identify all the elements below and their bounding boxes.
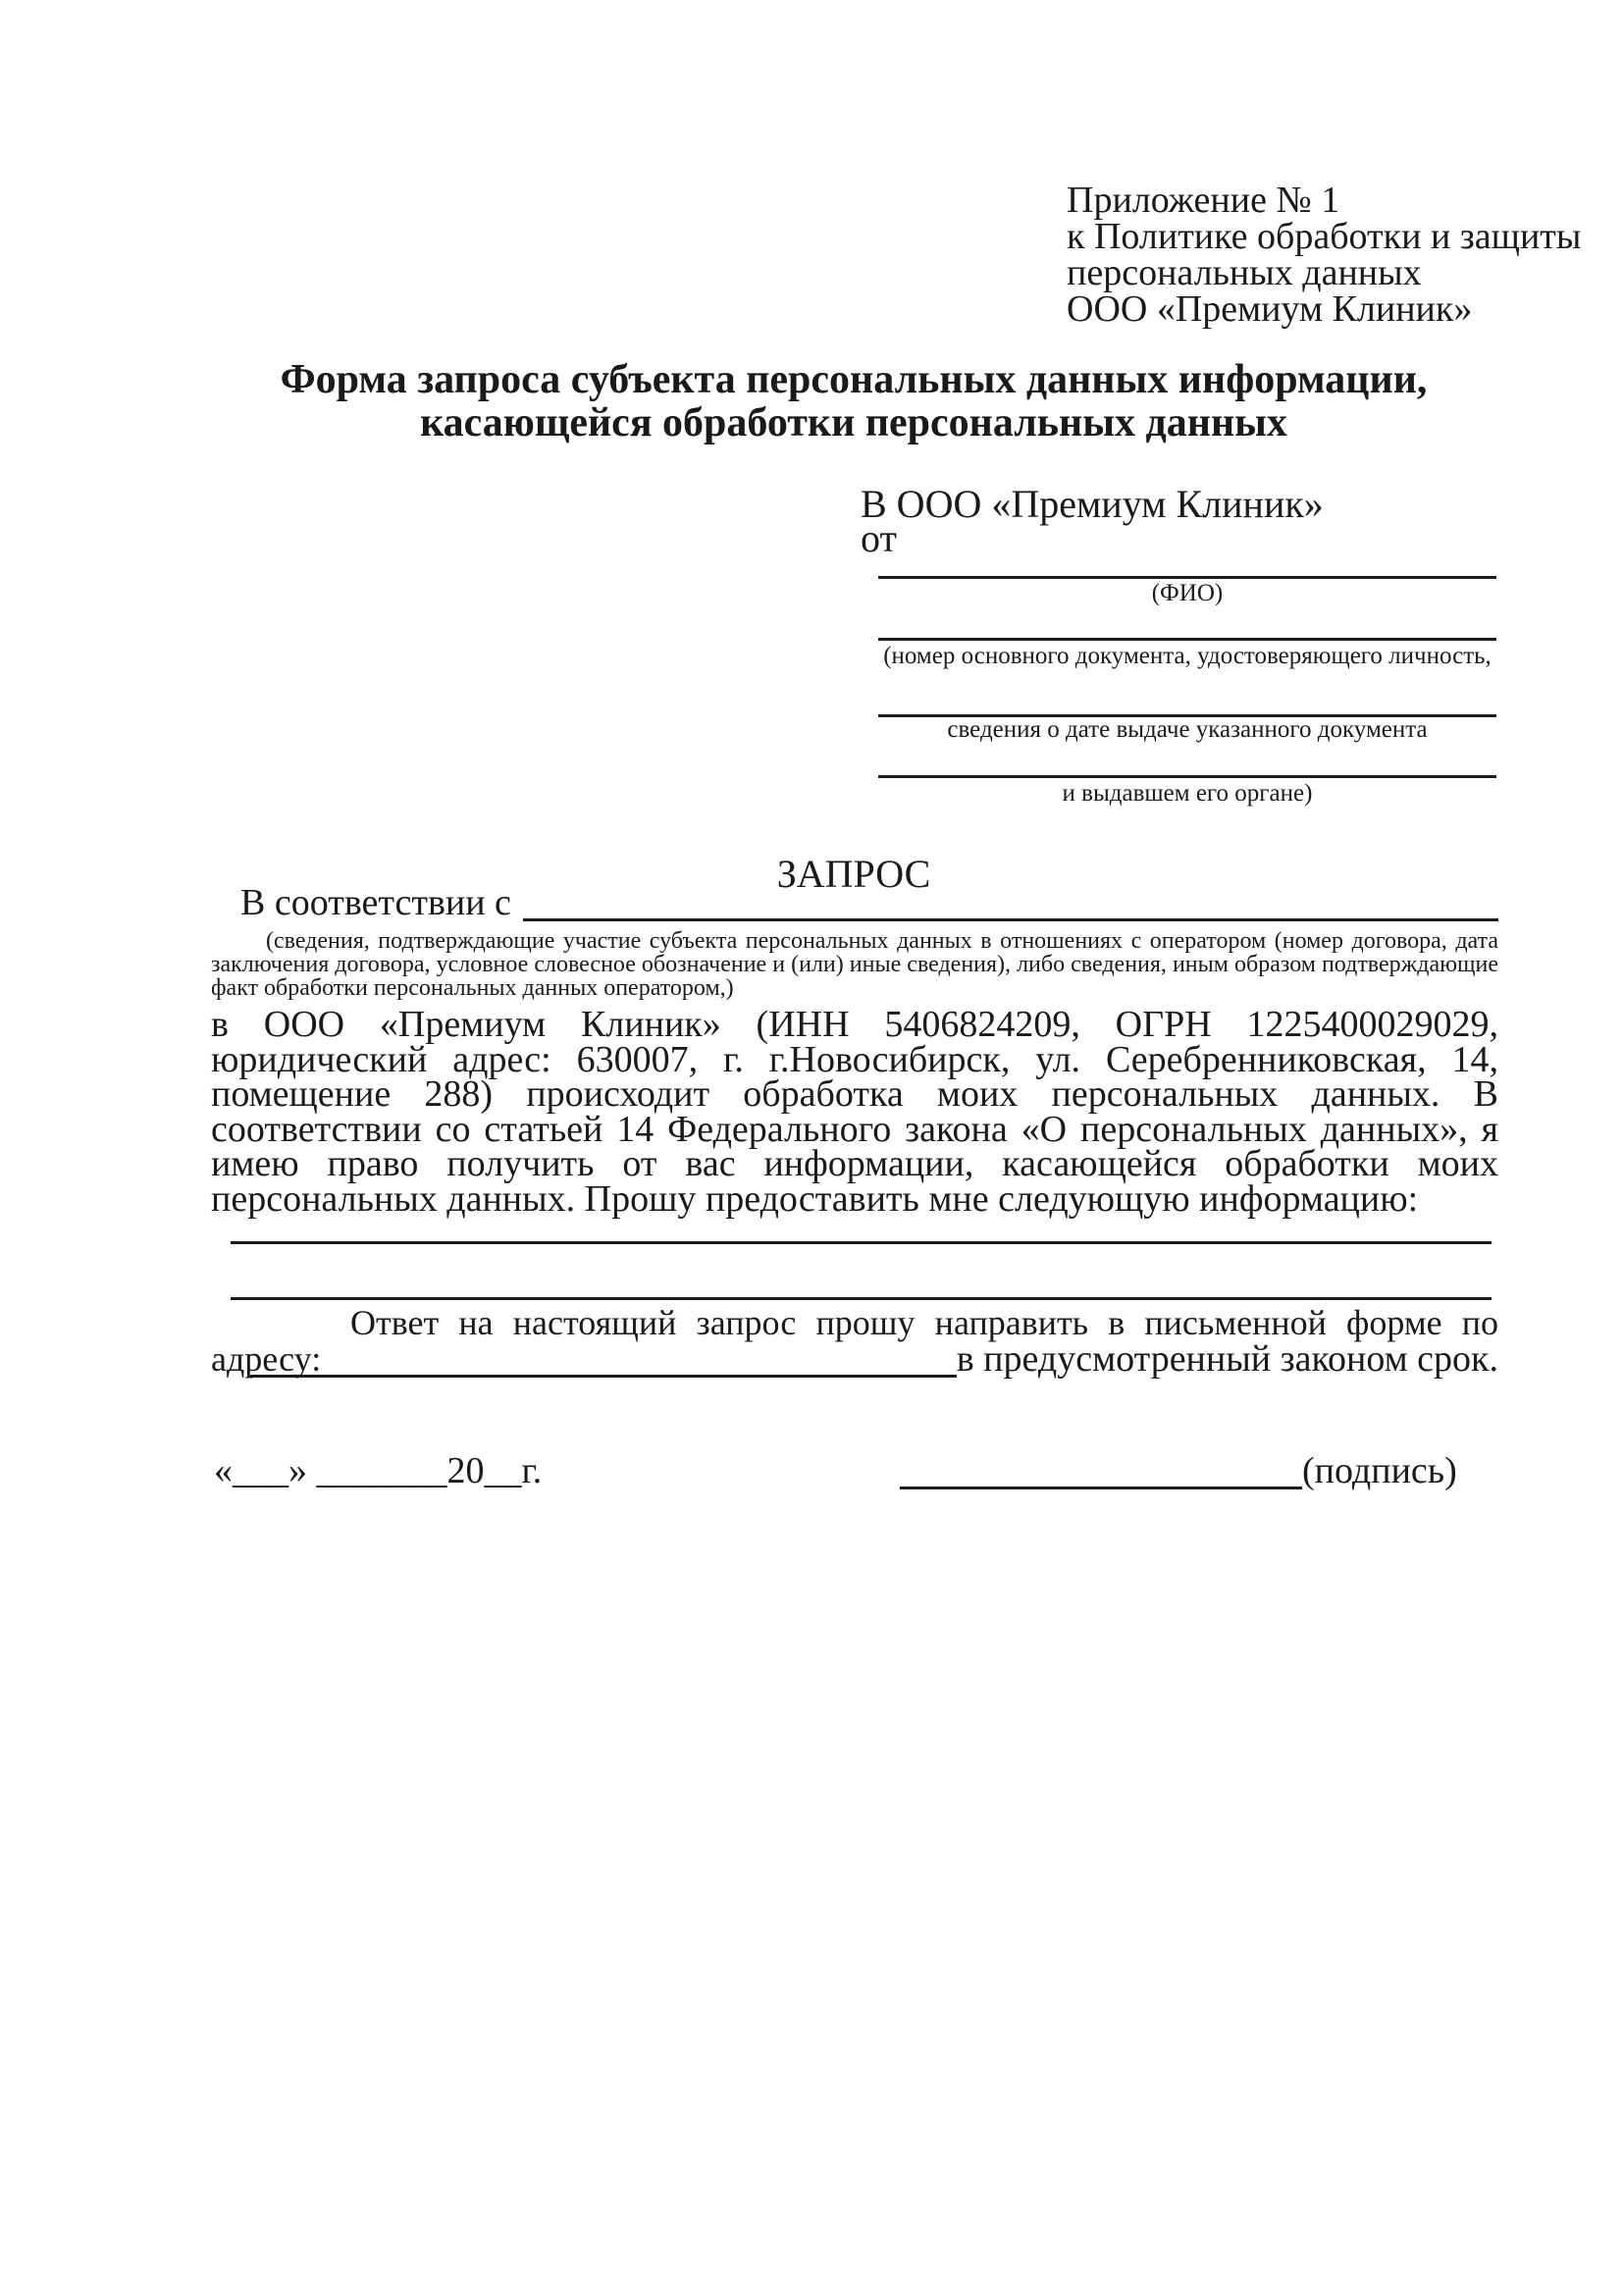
requested-info-blank-line bbox=[231, 1241, 1492, 1244]
reply-sentence-tail: в предусмотренный законом срок. bbox=[956, 1338, 1498, 1380]
reply-sentence: Ответ на настоящий запрос прошу направить в письменной форме по адресу: bbox=[211, 1303, 1498, 1379]
addressee-from-label: от bbox=[861, 516, 897, 560]
request-intro-label: В соответствии с bbox=[240, 882, 511, 923]
fio-caption: (ФИО) bbox=[1151, 580, 1224, 606]
reply-address-row bbox=[211, 1340, 1498, 1378]
appendix-header bbox=[1067, 180, 1582, 330]
addressee-block bbox=[861, 482, 1324, 560]
addressee-organization: В ООО «Премиум Клиник» bbox=[861, 482, 1324, 526]
reply-address-blank-line bbox=[250, 1340, 957, 1378]
appendix-line: персональных данных bbox=[1067, 252, 1422, 293]
issuing-authority-caption: и выдавшем его органе) bbox=[1062, 780, 1313, 807]
form-title bbox=[211, 358, 1496, 444]
fio-blank-line bbox=[878, 576, 1496, 579]
appendix-line: Приложение № 1 bbox=[1067, 180, 1340, 221]
document-number-caption: (номер основного документа, удостоверяющего личность, bbox=[883, 643, 1492, 669]
signature-row bbox=[900, 1452, 1457, 1489]
request-fine-print: (сведения, подтверждающие участие субъекта персональных данных в отношениях с оператором (номер договора, дата заключения договора, условное словесное обозначение и (или) иные сведения), либо сведения, иным образом подтверждающие факт обработки персональных данных оператором,) bbox=[211, 928, 1498, 1001]
request-intro-row bbox=[211, 884, 1498, 921]
appendix-line: ООО «Премиум Клиник» bbox=[1067, 288, 1473, 330]
requested-info-blank-line bbox=[231, 1297, 1492, 1300]
issuing-authority-blank-line bbox=[878, 775, 1496, 778]
signature-caption: (подпись) bbox=[1302, 1450, 1457, 1491]
date-blank: «___» _______20__г. bbox=[214, 1450, 543, 1491]
request-body-paragraph: в ООО «Премиум Клиник» (ИНН 5406824209, ОГРН 1225400029029, юридический адрес: 630007, г. г.Новосибирск, ул. Серебренниковская, 14, помещение 288) происходит обработка моих персональных данных. В соответствии со статьей 14 Федерального закона «О персональных данных», я имею право получить от вас информации, касающейся обработки моих персональных данных. Прошу предоставить мне следующую информацию: bbox=[211, 1004, 1498, 1220]
form-title-line: касающейся обработки персональных данных bbox=[420, 400, 1287, 445]
form-title-line: Форма запроса субъекта персональных данных информации, bbox=[280, 357, 1428, 402]
appendix-line: к Политике обработки и защиты bbox=[1067, 216, 1582, 257]
request-intro-blank-line bbox=[523, 884, 1498, 921]
document-number-blank-line bbox=[878, 638, 1496, 641]
issue-date-caption: сведения о дате выдаче указанного документа bbox=[947, 716, 1428, 743]
signature-blank-line bbox=[900, 1452, 1302, 1489]
request-heading: ЗАПРОС bbox=[776, 852, 931, 896]
